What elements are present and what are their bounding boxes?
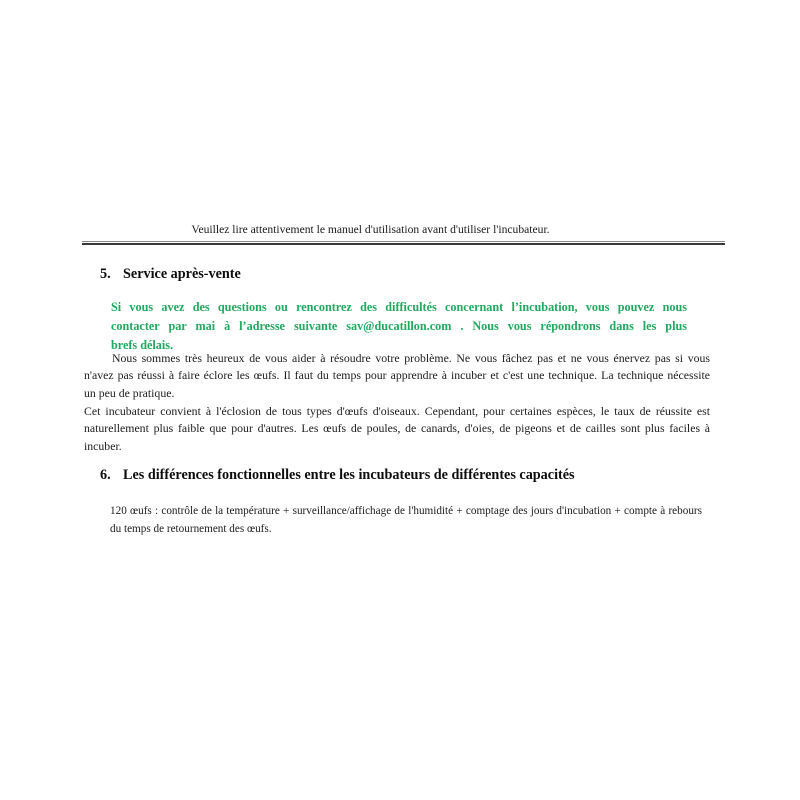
header-rule: [82, 241, 725, 245]
section-6-title: Les différences fonctionnelles entre les incubateurs de différentes capacités: [123, 467, 575, 483]
capacity-120-paragraph: [110, 502, 702, 538]
header-note: Veuillez lire attentivement le manuel d'utilisation avant d'utiliser l'incubateur.: [191, 223, 550, 236]
capacity-120-line: du temps de retournement des œufs.: [110, 523, 272, 535]
contact-notice-line: Si vous avez des questions ou rencontrez des difficultés concernant l’incubation, vous pouvez nous: [111, 300, 687, 314]
contact-notice-line: brefs délais.: [111, 337, 174, 352]
support-paragraph-line: un peu de pratique.: [84, 385, 175, 400]
capacity-120-line: 120 œufs : contrôle de la température + surveillance/affichage de l'humidité + comptage des jours d'incubation + compte à rebours: [110, 505, 702, 517]
section-5-title: Service après-vente: [123, 266, 241, 282]
section-5-number: 5.: [100, 266, 111, 282]
hatching-paragraph-line: naturellement plus faible que pour d'autres. Les œufs de poules, de canards, d'oies, de pigeons et de cailles sont plus faciles à: [84, 421, 710, 436]
hatching-paragraph-line: Cet incubateur convient à l'éclosion de tous types d'œufs d'oiseaux. Cependant, pour certaines espèces, le taux de réussite est: [84, 404, 710, 418]
section-5-heading: [100, 265, 241, 283]
contact-notice: [111, 298, 687, 354]
contact-notice-line: contacter par mai à l’adresse suivante sav@ducatillon.com . Nous vous répondrons dans les plus: [111, 318, 687, 333]
section-6-number: 6.: [100, 467, 111, 483]
hatching-paragraph: [84, 403, 710, 455]
support-paragraph-line: n'avez pas réussi à faire éclore les œufs. Il faut du temps pour apprendre à incuber et c'est une technique. La technique nécessite: [84, 368, 710, 383]
support-paragraph-line: Nous sommes très heureux de vous aider à résoudre votre problème. Ne vous fâchez pas et ne vous énervez pas si vous: [112, 351, 710, 365]
section-6-heading: [100, 466, 575, 484]
hatching-paragraph-line: incuber.: [84, 438, 122, 453]
support-paragraph: [84, 350, 710, 402]
